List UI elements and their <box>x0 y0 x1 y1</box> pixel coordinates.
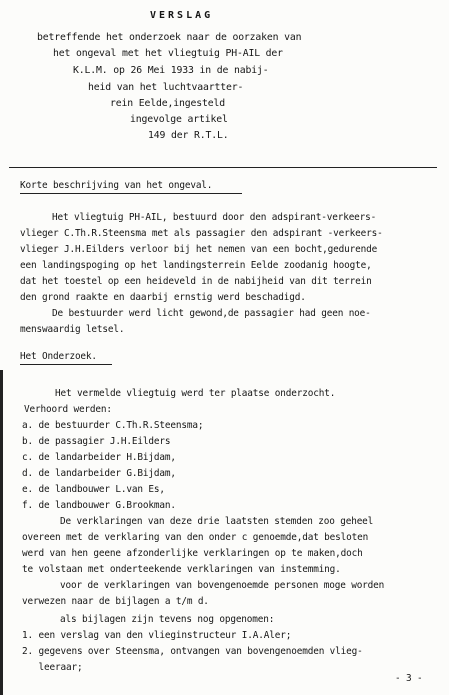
statements-line-4: te volstaan met onderteekende verklaringen van instemming. <box>22 564 341 575</box>
heading-line-2: het ongeval met het vliegtuig PH-AIL der <box>53 48 283 59</box>
witness-a: a. de bestuurder C.Th.R.Steensma; <box>22 420 204 431</box>
attachment-2-continued: leeraar; <box>22 662 83 673</box>
statements-line-5: voor de verklaringen van bovengenoemde personen moge worden <box>60 580 385 591</box>
description-line-3: vlieger J.H.Eilders verloor bij het nemen van een bocht,gedurende <box>20 244 378 255</box>
description-line-4: een landingspoging op het landingsterrein Eelde zoodanig hoogte, <box>20 260 372 271</box>
section-heading-investigation-underline <box>20 364 112 365</box>
page-number: - 3 - <box>395 673 423 684</box>
description-line-7: De bestuurder werd licht gewond,de passagier had geen noe- <box>52 308 371 319</box>
investigation-intro: Het vermelde vliegtuig werd ter plaatse onderzocht. <box>55 388 336 399</box>
report-title: VERSLAG <box>150 10 214 21</box>
heading-line-7: 149 der R.T.L. <box>148 130 229 141</box>
description-line-2: vlieger C.Th.R.Steensma met als passagier den adspirant -verkeers- <box>20 228 383 239</box>
separator-rule <box>9 167 437 168</box>
statements-line-3: werd van hen geene afzonderlijke verklaringen op te maken,doch <box>22 548 363 559</box>
statements-line-1: De verklaringen van deze drie laatsten stemden zoo geheel <box>60 516 374 527</box>
statements-line-6: verwezen naar de bijlagen a t/m d. <box>22 596 209 607</box>
attachment-1: 1. een verslag van den vlieginstructeur I.A.Aler; <box>22 630 292 641</box>
heading-line-5: rein Eelde,ingesteld <box>110 98 225 109</box>
witness-c: c. de landarbeider H.Bijdam, <box>22 452 176 463</box>
witness-d: d. de landarbeider G.Bijdam, <box>22 468 176 479</box>
heard-label: Verhoord werden: <box>24 404 112 415</box>
section-heading-investigation: Het Onderzoek. <box>20 351 97 362</box>
witness-e: e. de landbouwer L.van Es, <box>22 484 165 495</box>
attachment-2: 2. gegevens over Steensma, ontvangen van bovengenoemden vlieg- <box>22 646 363 657</box>
section-heading-underline <box>20 193 242 194</box>
section-heading-description: Korte beschrijving van het ongeval. <box>20 180 213 191</box>
description-line-1: Het vliegtuig PH-AIL, bestuurd door den adspirant-verkeers- <box>52 212 377 223</box>
statements-line-2: overeen met de verklaring van den onder c genoemde,dat besloten <box>22 532 369 543</box>
description-line-8: menswaardig letsel. <box>20 324 125 335</box>
heading-line-6: ingevolge artikel <box>130 114 228 125</box>
attachments-intro: als bijlagen zijn tevens nog opgenomen: <box>60 614 275 625</box>
heading-line-4: heid van het luchtvaartter- <box>88 82 244 93</box>
heading-line-1: betreffende het onderzoek naar de oorzaken van <box>37 32 302 43</box>
witness-b: b. de passagier J.H.Eilders <box>22 436 171 447</box>
witness-f: f. de landbouwer G.Brookman. <box>22 500 176 511</box>
heading-line-3: K.L.M. op 26 Mei 1933 in de nabij- <box>73 65 269 76</box>
page-left-edge-shadow <box>0 370 3 695</box>
description-line-5: dat het toestel op een heideveld in de nabijheid van dit terrein <box>20 276 372 287</box>
description-line-6: den grond raakte en daarbij ernstig werd beschadigd. <box>20 292 306 303</box>
